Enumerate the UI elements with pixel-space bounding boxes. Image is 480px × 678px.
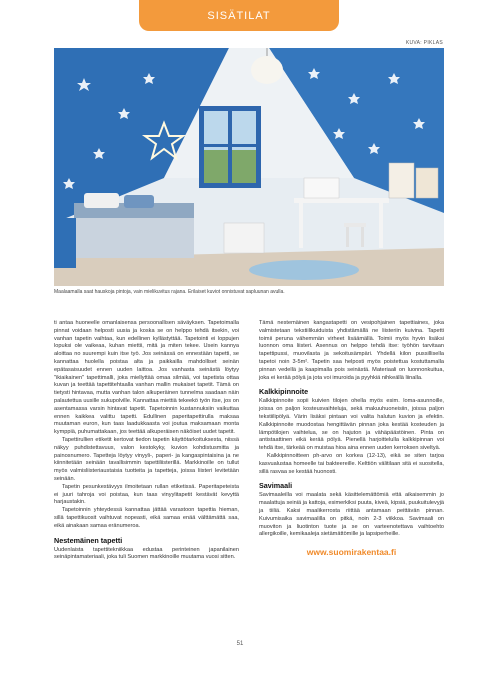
room-illustration bbox=[54, 48, 444, 286]
left-paragraph: Uudenlaista tapettitekniikkaa edustaa perinteinen japanilainen seinäpintamateriaali, joka tuli Suomen markkinoille muutama vuosi sitten. bbox=[54, 546, 239, 561]
photo-caption: Maalaamalla saat hauskoja pintoja, vain mielikuvitus rajana. Erilaiset kuviot onnistuvat sapluunan avulla. bbox=[54, 289, 285, 295]
photo-credit: KUVA: PIKLAS bbox=[405, 40, 443, 46]
right-paragraph: Kalkkipinnoite sopii kuivien tilojen ohella myös esim. loma-asunnoille, joissa on paljon kosteusvaihteluja, sekä makuuhuoneisiin, joissa paljon tekstiilipölyä. Värin lisäksi pintaan voi valita halutun kuvion ja efektin. Kalkkipinnoite muodostaa hengittävän pinnan joka kestää kosteuden ja lämpötilojen vaihtelua, se on hajuton ja vähäpäästöinen. Pinta on antistaattinen eikä kerää pölyä. Pienellä harjoittelulla kalkkipinnan voi tehdä itse, tärkeää on muistaa hioa aina ennen uuden kerroksen siveltyä. bbox=[259, 398, 444, 452]
page-number: 51 bbox=[236, 641, 244, 647]
right-paragraph: Tämä nestemäinen kangastapetti on vesipohjainen tapettiaines, joka valmistetaan tekstiilikuiduista yhdistämällä ne liisteriin kuivina. Tapetti toimii peruna vähemmän virheet lisäämällä. Toimii myös hyvin lisäksi luonnon oma liisteri. Asennus on helppo tehdä itse: työhön tarvitaan tapettipussi, muovilasta ja sekoitusämpäri. Yhdellä kilon pussillisella tapetoi noin 3-5m². Tapetin saa helposti myös poistettua kostuttamalla pinnan vedellä ja kaapimalla pois seinästä. Materiaali on luonnonkuitua, joka ei kerää pölyä ja jota voi imuroida ja pyyhkiä nihkeällä liinalla. bbox=[259, 320, 444, 381]
section-heading: Kalkkipinnoite bbox=[259, 387, 309, 397]
left-paragraph: ti antaa huoneelle omanlaisensa persoonallisen säväyksen. Tapetoimalla pinnat voidaan helposti uusia ja koska se on helppo tehdä itsekin, voi vanhan tapetin vaihtaa, kun edellinen kyllästyttää. Tapetointi ei loppujen lopuksi ole vaikeaa, kuhan miettii, mitä ja miten tekee. Usein kannya aloittaa no suurempi kuin itse työ. Jos seinässä on ennestään tapetti, se kannattaa huolella poistaa alta ja paikkailla mahdolliset seinän epätasaisuudet ennen uuden laittoa. Jos vanhasta seinästä löytyy "ikiaikainen" tapettimalli, joka miellyttää omaa silmää, voi tapetista ottaa kuvan ja teettää tapettitehtaalla vanhan mallin mukaiset tapetit. Tämä on tietysti hintavaa, mutta vanhan talon alkuperäinen tunnelma saadaan näin palautettua uusille sukupolville. Kannattaa miettiä tekeekö työn itse, jos on asentamassa varsin hintavat tapetit. Tapetoinnin kustannuksiin vaikuttaa ennen kaikkea valittu tapetti. Edullinen paperitapettirulla maksaa muutaman euron, kun taas laadukkaasta voi joutua maksamaan monta kymppiä, puhumattakaan, jos teettää alkuperäisen näköiset uudet tapetit. bbox=[54, 320, 239, 436]
left-paragraph: Tapetoinnin yhteydessä kannattaa jättää varastoon tapettia hieman, sillä tapettikuosit vaihtuvat nopeasti, eikä samaa enää välttämättä saa, eikä ainakaan samaa eränumeroa. bbox=[54, 507, 239, 529]
right-column bbox=[259, 320, 444, 557]
section-heading: Savimaali bbox=[259, 481, 293, 491]
left-column bbox=[54, 320, 239, 562]
section-heading: Nestemäinen tapetti bbox=[54, 535, 123, 545]
website-link[interactable]: www.suomirakentaa.fi bbox=[306, 547, 397, 558]
section-header-tab bbox=[139, 0, 339, 31]
left-paragraph: Tapettirullien etiketit kertovat tiedon tapetin käyttötarkoituksesta, niissä näkyy puhdistettavuus, valon kestokyky, kuvion kohdistusmitta ja painosnumero. Tapetteja löytyy vinyyli-, paperi- ja kangaspintaisina ja ne kiinnitetään seinään tavallisimmin tapettiliisterillä. Markkinoille on tullut myös valmisliisteriaustaisia tuotteita ja tapetteja, joissa liisteri levitetään seinään. bbox=[54, 436, 239, 482]
right-paragraph: Savimaaleilla voi maalata sekä käsittelemättömiä että aikaisemmin jo maalattuja seiniä ja kattoja, esimerkiksi puuta, kiveä, kipsiä, puukuitulevyjä ja tiiliä. Kaksi maalikerrosta riittää antamaan peittävän pinnan. Kuivumisaika savimaalilla on pitkä, noin 2-3 viikkoa. Savimaali on muoviton ja liuotinton tuote ja se on varteenotettava vaihtoehto allergikoille, kemikaaleja sietämättömille ja lapsiperheille. bbox=[259, 492, 444, 538]
section-title: SISÄTILAT bbox=[207, 9, 271, 22]
right-paragraph: Kalkkipinnoitteen ph-arvo on korkea (12-13), eikä se siten tarjoa kasvualustaa homeelle tai bakteereille. Kelttiön välitilaan sitä ei suositella, sillä rasvaa se kestää huonosti. bbox=[259, 452, 444, 475]
left-paragraph: Tapetin pesunkestävyys ilmoitetaan rullan etiketissä. Paperitapeteista ei juuri tahroja voi poistaa, kun taas vinyylitapetit kestävät kevyttä harjaustakin. bbox=[54, 483, 239, 506]
room-photo bbox=[54, 48, 444, 286]
